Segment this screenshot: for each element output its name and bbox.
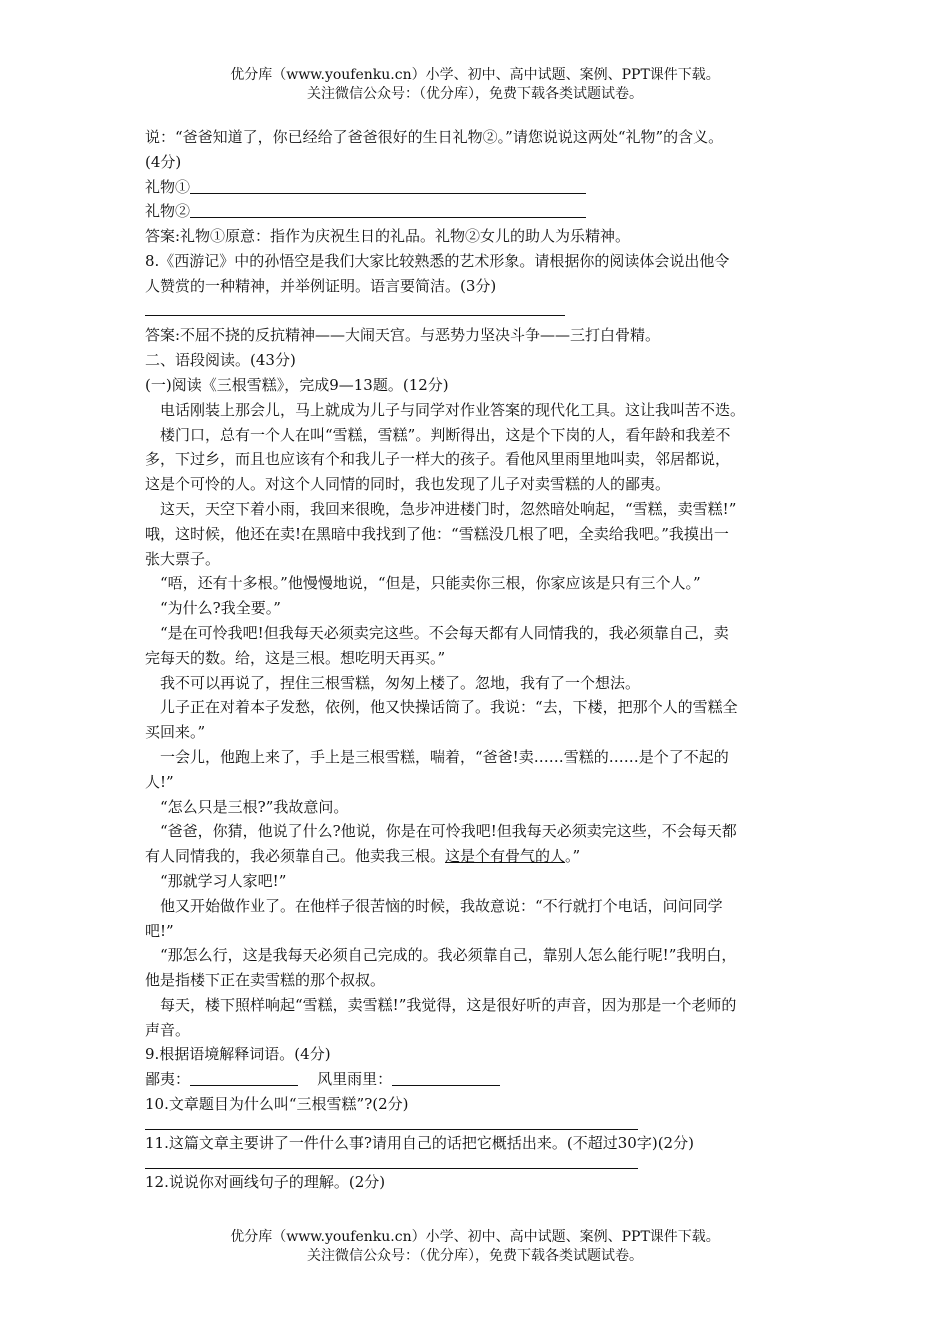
q7-text-line-1: 说：“爸爸知道了，你已经给了爸爸很好的生日礼物②。”请您说说这两处“礼物”的含义。 — [145, 128, 724, 146]
story-line: 完每天的数。给，这是三根。想吃明天再买。” — [145, 648, 446, 667]
footer-line-1: 优分库（www.youfenku.cn）小学、初中、高中试题、案例、PPT课件下载。 — [230, 1229, 720, 1245]
q7-gift2-answer-blank[interactable] — [190, 202, 586, 218]
q10-answer-line[interactable] — [145, 1117, 638, 1130]
q7-gift1-row — [145, 175, 813, 200]
story-line: 哦，这时候，他还在卖!在黑暗中我找到了他：“雪糕没几根了吧，全卖给我吧。”我摸出一 — [145, 524, 729, 543]
q9-word-1-blank[interactable] — [190, 1070, 298, 1086]
story-line: 一会儿，他跑上来了，手上是三根雪糕，喘着，“爸爸!卖……雪糕的……是个了不起的 — [160, 747, 729, 766]
q9-word-2: 风里雨里： — [317, 1070, 393, 1089]
header-line-1: 优分库（www.youfenku.cn）小学、初中、高中试题、案例、PPT课件下载。 — [230, 67, 720, 83]
document-body — [145, 125, 813, 1194]
q7-gift1-answer-blank[interactable] — [190, 178, 586, 194]
story-line: 这是个可怜的人。对这个人同情的同时，我也发现了儿子对卖雪糕的人的鄙夷。 — [145, 475, 671, 494]
q8-text-line-2: 人赞赏的一种精神，并举例证明。语言要简洁。(3分) — [145, 276, 497, 295]
story-line: 电话刚装上那会儿，马上就成为儿子与同学对作业答案的现代化工具。这让我叫苦不迭。 — [160, 400, 746, 419]
story-line: 他又开始做作业了。在他样子很苦恼的时候，我故意说：“不行就打个电话，问问同学 — [160, 896, 723, 915]
page-header — [0, 66, 950, 104]
story-line: “那就学习人家吧!” — [160, 871, 287, 890]
q9-word-2-blank[interactable] — [392, 1070, 500, 1086]
story-line: 张大票子。 — [145, 549, 221, 568]
story-line: 我不可以再说了，捏住三根雪糕，匆匆上楼了。忽地，我有了一个想法。 — [160, 673, 641, 692]
story-line: 楼门口，总有一个人在叫“雪糕，雪糕”。判断得出，这是个下岗的人，看年龄和我差不 — [160, 425, 731, 444]
q11-answer-line[interactable] — [145, 1156, 638, 1169]
story-text: 有人同情我的，我必须靠自己。他卖我三根。 — [145, 847, 446, 866]
story-line: 这天，天空下着小雨，我回来很晚，急步冲进楼门时，忽然暗处响起，“雪糕，卖雪糕!” — [160, 499, 737, 518]
q9-words-row — [145, 1067, 813, 1092]
q10-text: 10.文章题目为什么叫“三根雪糕”?(2分) — [145, 1095, 409, 1114]
story-line: 儿子正在对着本子发愁，依例，他又快操话筒了。我说：“去，下楼，把那个人的雪糕全 — [160, 698, 738, 717]
q8-answer: 答案:不屈不挠的反抗精神——大闹天宫。与恶势力坚决斗争——三打白骨精。 — [145, 326, 661, 345]
q7-gift2-label: 礼物② — [145, 202, 191, 221]
story-line: “怎么只是三根?”我故意问。 — [160, 797, 349, 816]
story-text: 。” — [565, 847, 581, 866]
q7-text-line-2: (4分) — [145, 152, 182, 171]
story-line: 多，下过乡，而且也应该有个和我儿子一样大的孩子。看他风里雨里地叫卖，邻居都说， — [145, 450, 731, 469]
story-line: 吧!” — [145, 921, 174, 940]
story-line: “爸爸，你猜，他说了什么?他说，你是在可怜我吧!但我每天必须卖完这些，不会每天都 — [160, 822, 737, 841]
q7-answer: 答案:礼物①原意：指作为庆祝生日的礼品。礼物②女儿的助人为乐精神。 — [145, 227, 631, 246]
q8-answer-line[interactable] — [145, 299, 813, 324]
story-line-with-underline — [145, 844, 813, 869]
q12-text: 12.说说你对画线句子的理解。(2分) — [145, 1172, 386, 1191]
story-line: “是在可怜我吧!但我每天必须卖完这些。不会每天都有人同情我的，我必须靠自己，卖 — [160, 623, 729, 642]
story-line: 每天，楼下照样响起“雪糕，卖雪糕!”我觉得，这是很好听的声音，因为那是一个老师的 — [160, 995, 737, 1014]
story-line: 他是指楼下正在卖雪糕的那个叔叔。 — [145, 971, 386, 990]
header-line-2: 关注微信公众号：（优分库），免费下载各类试题试卷。 — [307, 86, 643, 102]
section-2-title: 二、语段阅读。(43分) — [145, 351, 296, 370]
story-line: 买回来。” — [145, 723, 206, 742]
underlined-sentence: 这是个有骨气的人 — [445, 847, 566, 866]
q11-text: 11.这篇文章主要讲了一件什么事?请用自己的话把它概括出来。(不超过30字)(2分) — [145, 1133, 694, 1152]
story-line: “唔，还有十多根。”他慢慢地说，“但是，只能卖你三根，你家应该是只有三个人。” — [160, 574, 701, 593]
q8-text-line-1: 8.《西游记》中的孙悟空是我们大家比较熟悉的艺术形象。请根据你的阅读体会说出他令 — [145, 251, 730, 270]
story-line: “为什么?我全要。” — [160, 599, 281, 618]
story-line: “那怎么行，这是我每天必须自己完成的。我必须靠自己，靠别人怎么能行呢!”我明白， — [160, 946, 737, 965]
q7-gift1-label: 礼物① — [145, 177, 191, 196]
story-line: 人!” — [145, 772, 174, 791]
page-footer — [0, 1228, 950, 1266]
q9-text: 9.根据语境解释词语。(4分) — [145, 1045, 331, 1064]
q9-word-1: 鄙夷： — [145, 1070, 191, 1089]
footer-line-2: 关注微信公众号：（优分库），免费下载各类试题试卷。 — [307, 1248, 643, 1264]
section-2-subtitle: (一)阅读《三根雪糕》，完成9—13题。(12分) — [145, 375, 449, 394]
q7-gift2-row — [145, 199, 813, 224]
story-line: 声音。 — [145, 1020, 191, 1039]
